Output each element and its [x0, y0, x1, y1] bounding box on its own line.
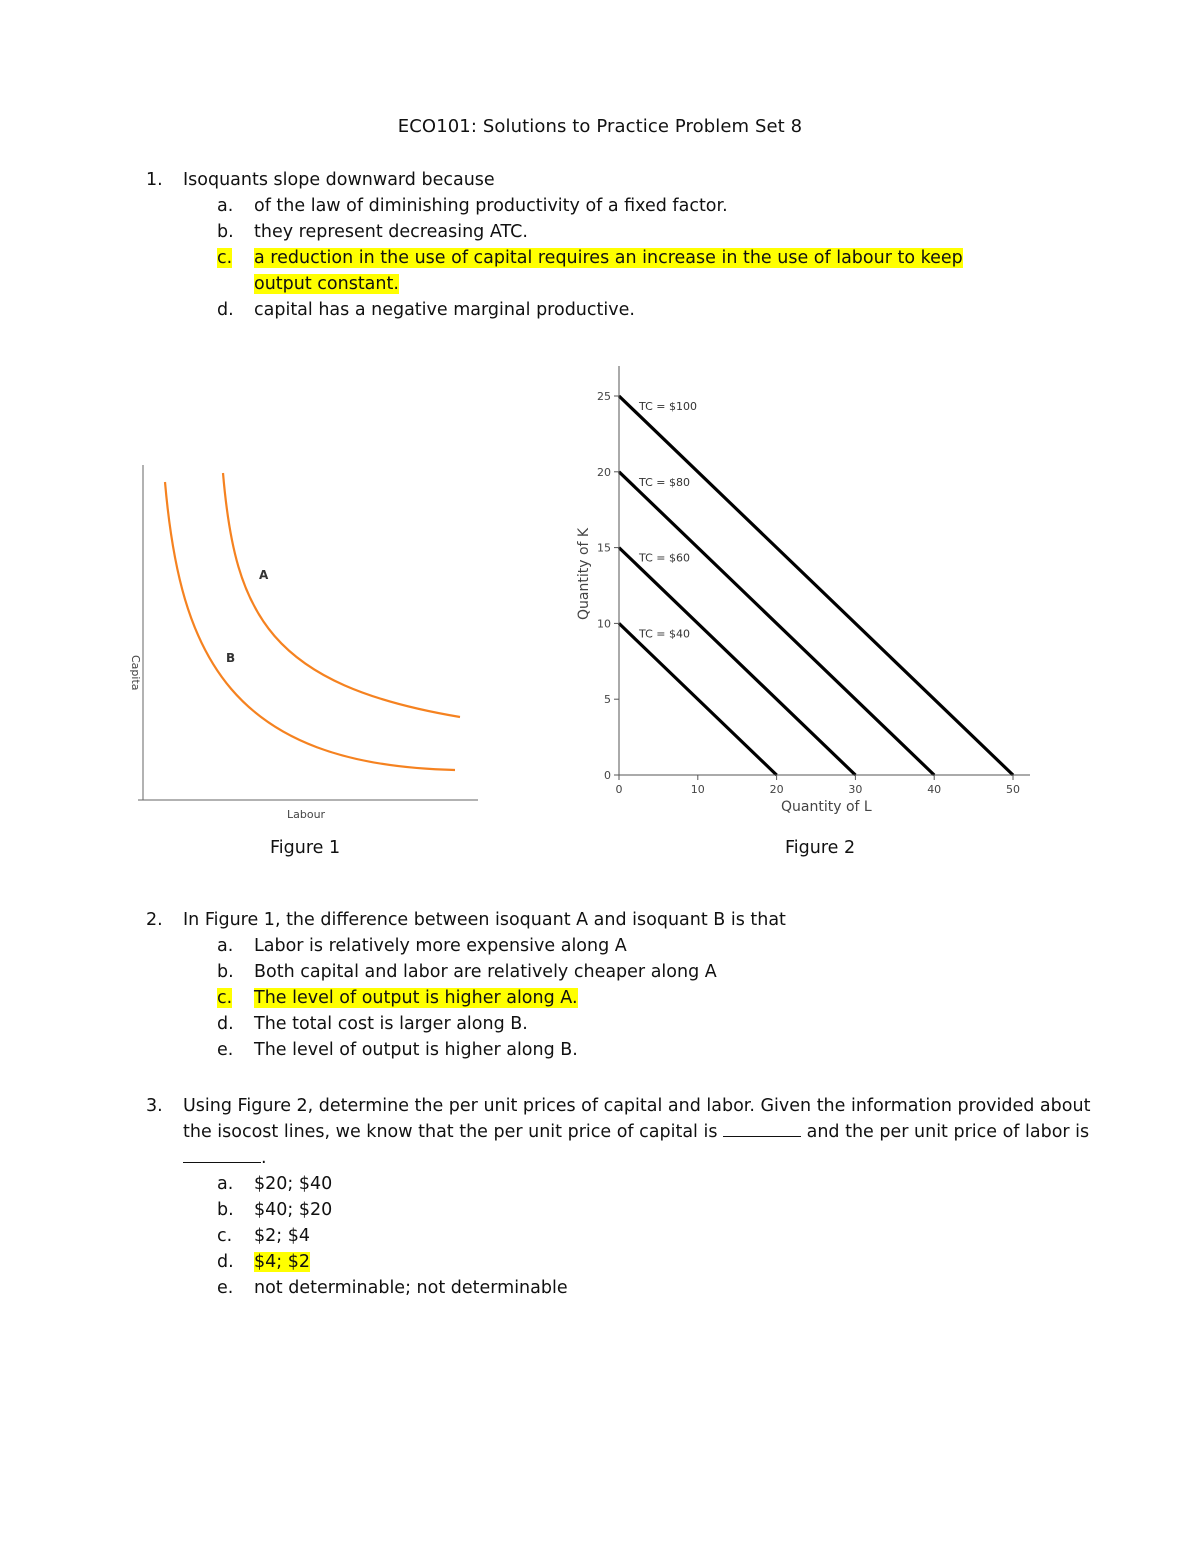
question-1 [146, 167, 1106, 323]
figure-2-caption: Figure 2 [785, 838, 856, 858]
answer-blank-labor [183, 1146, 261, 1163]
y-axis-label: Capita [129, 655, 142, 691]
option-b [217, 959, 1106, 985]
x-tick-label: 30 [848, 783, 863, 796]
question-2 [146, 907, 1106, 1063]
isocost-label-1: TC = $60 [639, 551, 690, 565]
question-text-part-2: and the per unit price of labor is [806, 1122, 1090, 1142]
figure-1-isoquant-graph [110, 455, 490, 830]
isocost-lines [619, 396, 1013, 775]
question-text: Isoquants slope downward because [183, 170, 495, 190]
option-b [217, 219, 1106, 245]
option-a [217, 193, 1106, 219]
option-c [217, 1223, 1106, 1249]
axis-ticks [597, 390, 1020, 796]
question-text: In Figure 1, the difference between isoquant A and isoquant B is that [183, 910, 786, 930]
x-tick-label: 20 [769, 783, 784, 796]
isoquant-b-curve [165, 482, 455, 770]
option-text: $4; $2 [254, 1252, 310, 1272]
option-text: The total cost is larger along B. [254, 1014, 528, 1034]
curve-label-b: B [226, 651, 236, 665]
y-tick-label: 10 [597, 617, 611, 631]
isocost-line-1 [619, 548, 855, 775]
option-a [217, 1171, 1106, 1197]
option-text: The level of output is higher along B. [254, 1040, 578, 1060]
option-letter: d. [217, 1014, 234, 1034]
y-tick-label: 5 [604, 693, 611, 707]
option-a [217, 933, 1106, 959]
answer-blank-capital [723, 1120, 801, 1137]
isocost-line-0 [619, 623, 777, 775]
option-c-answer [217, 245, 1106, 297]
x-tick-label: 50 [1006, 783, 1020, 796]
isoquant-a-curve [223, 473, 460, 717]
option-letter: e. [217, 1040, 234, 1060]
option-text: they represent decreasing ATC. [254, 222, 528, 242]
option-b [217, 1197, 1106, 1223]
question-number: 3. [146, 1096, 163, 1116]
question-text-part-3: . [261, 1148, 267, 1168]
option-text: of the law of diminishing productivity of a fixed factor. [254, 196, 728, 216]
option-letter: c. [217, 988, 233, 1008]
option-e [217, 1037, 1106, 1063]
option-text: $2; $4 [254, 1226, 310, 1246]
figure-1-caption: Figure 1 [270, 838, 341, 858]
page-title: ECO101: Solutions to Practice Problem Set 8 [397, 116, 803, 137]
x-axis-label: Quantity of L [781, 799, 872, 815]
option-letter: e. [217, 1278, 234, 1298]
figure-2-isocost-graph [560, 358, 1040, 823]
question-text [183, 1093, 1106, 1171]
y-tick-label: 0 [604, 769, 611, 782]
option-text: not determinable; not determinable [254, 1278, 568, 1298]
x-tick-label: 40 [927, 783, 942, 796]
y-tick-label: 25 [597, 390, 611, 403]
option-text: $40; $20 [254, 1200, 333, 1220]
y-axis-label: Quantity of K [576, 527, 592, 620]
question-number: 1. [146, 170, 163, 190]
option-letter: d. [217, 1252, 234, 1272]
option-d [217, 1011, 1106, 1037]
curve-label-a: A [259, 568, 269, 582]
option-text: $20; $40 [254, 1174, 333, 1194]
option-d-answer [217, 1249, 1106, 1275]
option-text: Labor is relatively more expensive along A [254, 936, 627, 956]
x-tick-label: 10 [690, 783, 705, 796]
isocost-line-2 [619, 472, 934, 775]
isocost-label-0: TC = $40 [639, 627, 690, 641]
x-axis-label: Labour [287, 808, 326, 821]
option-letter: a. [217, 936, 234, 956]
option-letter: b. [217, 962, 234, 982]
question-3 [146, 1093, 1106, 1301]
option-text: a reduction in the use of capital requires an increase in the use of labour to keep output constant. [254, 248, 963, 294]
question-text-part-1: Using Figure 2, determine the per unit prices of capital and labor. Given the information provided about the isocost lines, we know that the per unit price of capital is [183, 1096, 1091, 1142]
option-text: capital has a negative marginal productive. [254, 300, 635, 320]
option-letter: a. [217, 196, 234, 216]
option-letter: b. [217, 222, 234, 242]
option-letter: c. [217, 248, 233, 268]
option-d [217, 297, 1106, 323]
option-letter: b. [217, 1200, 234, 1220]
option-c-answer [217, 985, 1106, 1011]
y-tick-label: 20 [597, 465, 611, 479]
option-letter: d. [217, 300, 234, 320]
y-tick-label: 15 [597, 541, 611, 555]
isocost-label-3: TC = $100 [639, 400, 697, 413]
option-e [217, 1275, 1106, 1301]
option-letter: a. [217, 1174, 234, 1194]
x-tick-label: 0 [615, 783, 623, 796]
isocost-label-2: TC = $80 [639, 475, 690, 489]
option-text: The level of output is higher along A. [254, 988, 578, 1008]
isocost-line-3 [619, 396, 1013, 775]
question-number: 2. [146, 910, 163, 930]
option-letter: c. [217, 1226, 233, 1246]
option-text: Both capital and labor are relatively cheaper along A [254, 962, 717, 982]
